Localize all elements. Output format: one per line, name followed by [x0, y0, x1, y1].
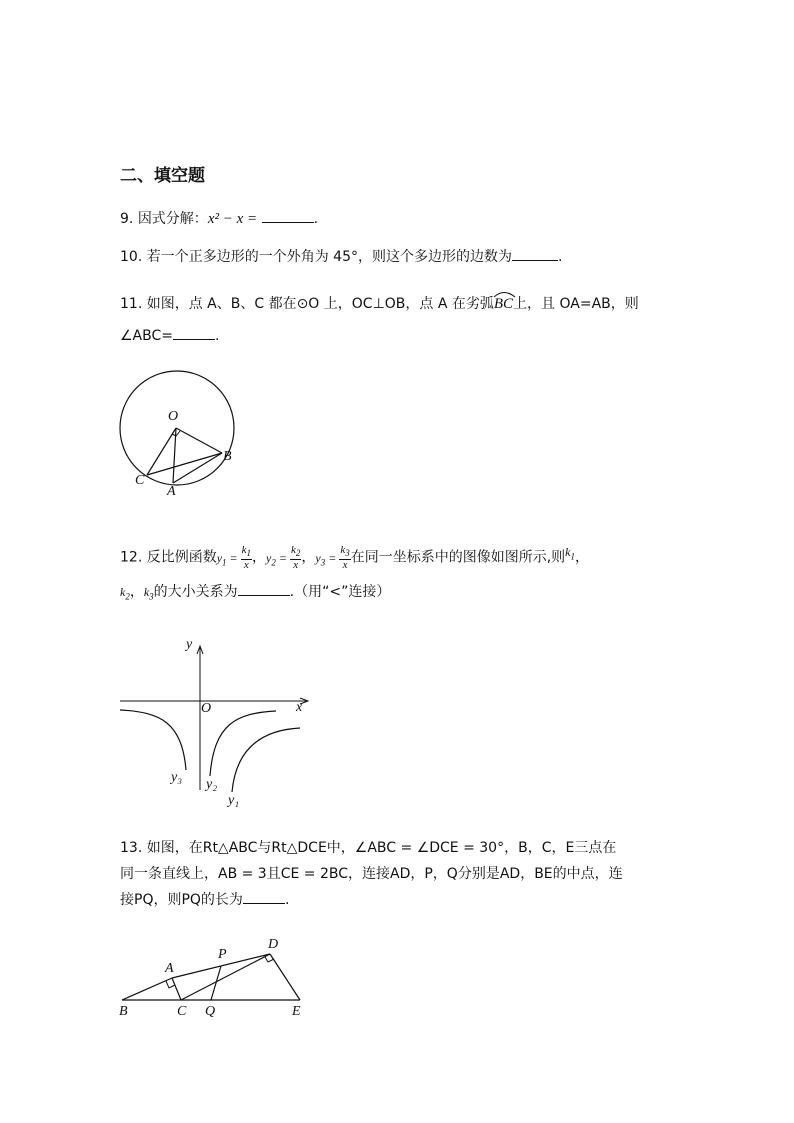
q12-k3: k	[143, 585, 150, 599]
q12-line1b: 在同一坐标系中的图像如图所示,则	[350, 549, 566, 566]
q11-label-a: A	[167, 484, 176, 499]
q12-line1a: 反比例函数	[146, 549, 217, 566]
segment-de	[270, 954, 300, 1000]
q12-line2c: .（用“<”连接）	[289, 584, 391, 600]
q12-den-1: x	[243, 558, 249, 571]
question-12-line2: $k_2$，$k_3$的大小关系为 .（用“<”连接）	[120, 584, 391, 602]
question-12-line1: 12. 反比例函数$y_1$ = $\frac{k_1}{x}$ ，$y_2$ = $\frac{k_2}{x}$ ，$y_3$ = $\frac{k_3}{x}$ 在同一坐标系中的图像如图所示,则$k_1$，	[120, 543, 589, 571]
q12-line2b: 的大小关系为	[153, 584, 238, 600]
q11-number: 11.	[120, 296, 143, 312]
q13-label-e: E	[292, 1004, 301, 1019]
q12-label-y: y	[186, 637, 193, 652]
q11-end: .	[215, 328, 220, 344]
q11-line2: ∠ABC=	[120, 328, 173, 344]
q12-k2: k	[120, 585, 126, 599]
q12-label-o: O	[201, 701, 212, 716]
q12-sep-1: ，	[252, 549, 267, 566]
q13-end: .	[284, 892, 290, 908]
segment-ac	[172, 978, 181, 1000]
q12-y1: y	[216, 550, 223, 565]
q9-end: .	[313, 211, 319, 227]
q12-k1-sub: 1	[246, 547, 252, 558]
q9-text: 因式分解：	[137, 211, 208, 227]
q11-label-b: B	[223, 449, 232, 464]
q12-number: 12.	[120, 549, 143, 566]
q12-k3-sub: 3	[149, 591, 154, 602]
q12-label-y1: y₁	[228, 793, 240, 808]
q12-k2-sub: 2	[125, 591, 130, 602]
q12-frac-3: $\frac{k_3}{x}$	[340, 543, 350, 571]
q13-label-d: D	[268, 937, 279, 952]
q11-line1b: 上，且 OA=AB，则	[513, 296, 639, 312]
segment-pq	[211, 966, 221, 1000]
q12-label-x: x	[296, 700, 303, 715]
segment-ba	[122, 978, 172, 1000]
q12-y1-sub: 1	[222, 557, 227, 568]
q13-label-p: P	[218, 947, 227, 962]
q13-line1: 如图，在Rt△ABC与Rt△DCE中，∠ABC = ∠DCE = 30°，B，C，E三点在	[146, 840, 617, 856]
q11-arc-text: BC	[493, 296, 514, 312]
q12-k1b-sub: 1	[570, 551, 575, 562]
q11-label-o: O	[168, 409, 179, 424]
q11-line1a: 如图，点 A、B、C 都在⊙O 上，OC⊥OB，点 A 在劣弧	[146, 296, 494, 312]
q10-text: 若一个正多边形的一个外角为 45°，则这个多边形的边数为	[146, 249, 512, 265]
q13-line2: 同一条直线上，AB = 3且CE = 2BC，连接AD，P，Q分别是AD，BE的中点，连	[120, 866, 623, 882]
q9-expr: x² − x =	[207, 211, 258, 227]
q12-sep-2: ，	[301, 549, 316, 566]
q12-label-y3: y₃	[171, 770, 183, 785]
q13-label-a: A	[165, 961, 174, 976]
section-title: 二、填空题	[120, 166, 205, 186]
q12-k1: k	[241, 543, 247, 556]
q13-label-q: Q	[205, 1004, 216, 1019]
q9-number: 9.	[120, 211, 134, 227]
q13-label-c: C	[177, 1004, 187, 1019]
q10-end: .	[557, 249, 563, 265]
q10-number: 10.	[120, 249, 143, 265]
q13-line3a: 接PQ，则PQ的长为	[120, 892, 243, 908]
q11-label-c: C	[135, 473, 145, 488]
q12-frac-2: $\frac{k_2}{x}$	[290, 543, 301, 571]
q13-number: 13.	[120, 840, 143, 856]
q12-label-y2: y₂	[206, 777, 218, 792]
q13-label-b: B	[119, 1004, 128, 1019]
q12-k1b: k	[565, 545, 571, 559]
